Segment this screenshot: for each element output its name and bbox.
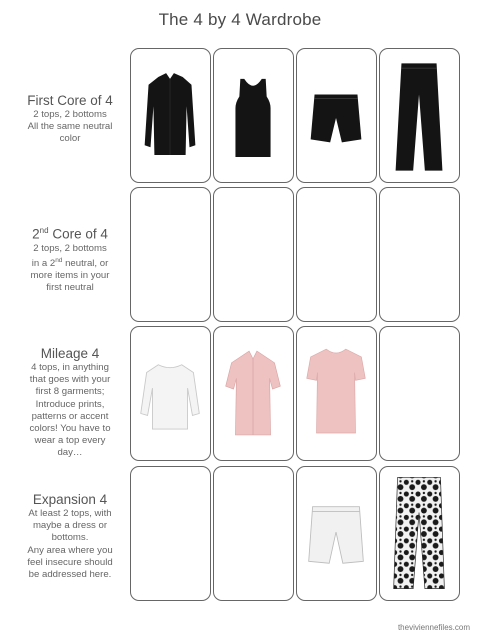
row-heading: Expansion 4 [32, 492, 108, 507]
garment-slot [379, 466, 460, 601]
page-title: The 4 by 4 Wardrobe [158, 10, 322, 29]
empty-garment-slot [130, 187, 211, 322]
row-description: 2 tops, 2 bottoms All the same neutral color [27, 109, 113, 145]
site-credit: theviviennefiles.com [397, 623, 470, 632]
garment-slot [296, 326, 377, 461]
white-shorts-icon [297, 467, 376, 600]
pink-button-shirt-icon [214, 327, 293, 460]
row-label-first-core [14, 93, 126, 146]
empty-garment-slot [296, 187, 377, 322]
white-boatneck-top-icon [131, 327, 210, 460]
row-label-second-core [14, 226, 126, 295]
row-heading: 2nd Core of 4 [32, 226, 108, 242]
empty-garment-slot [213, 187, 294, 322]
garment-slot [296, 466, 377, 601]
row-description: At least 2 tops, with maybe a dress or bottoms. Any area where you feel insecure should be addressed here. [27, 508, 113, 581]
row-description: 2 tops, 2 bottoms in a 2nd neutral, or more items in your first neutral [30, 242, 110, 294]
empty-garment-slot [379, 326, 460, 461]
empty-garment-slot [379, 187, 460, 322]
garment-slot [130, 326, 211, 461]
row-heading: Mileage 4 [40, 346, 100, 361]
black-cardigan-icon [131, 49, 210, 182]
row-label-expansion [14, 492, 126, 581]
row-label-mileage [14, 346, 126, 460]
garment-slot [213, 48, 294, 183]
black-shorts-icon [297, 49, 376, 182]
garment-slot [296, 48, 377, 183]
row-heading: First Core of 4 [27, 93, 113, 108]
garment-slot [213, 326, 294, 461]
empty-garment-slot [213, 466, 294, 601]
empty-garment-slot [130, 466, 211, 601]
row-description: 4 tops, in anything that goes with your first 8 garments; Introduce prints, patterns or accent colors! You have to wear a top every day… [29, 362, 111, 459]
pink-tee-icon [297, 327, 376, 460]
black-trousers-icon [380, 49, 459, 182]
black-tank-top-icon [214, 49, 293, 182]
floral-print-pants-icon [380, 467, 459, 600]
garment-slot [130, 48, 211, 183]
garment-slot [379, 48, 460, 183]
